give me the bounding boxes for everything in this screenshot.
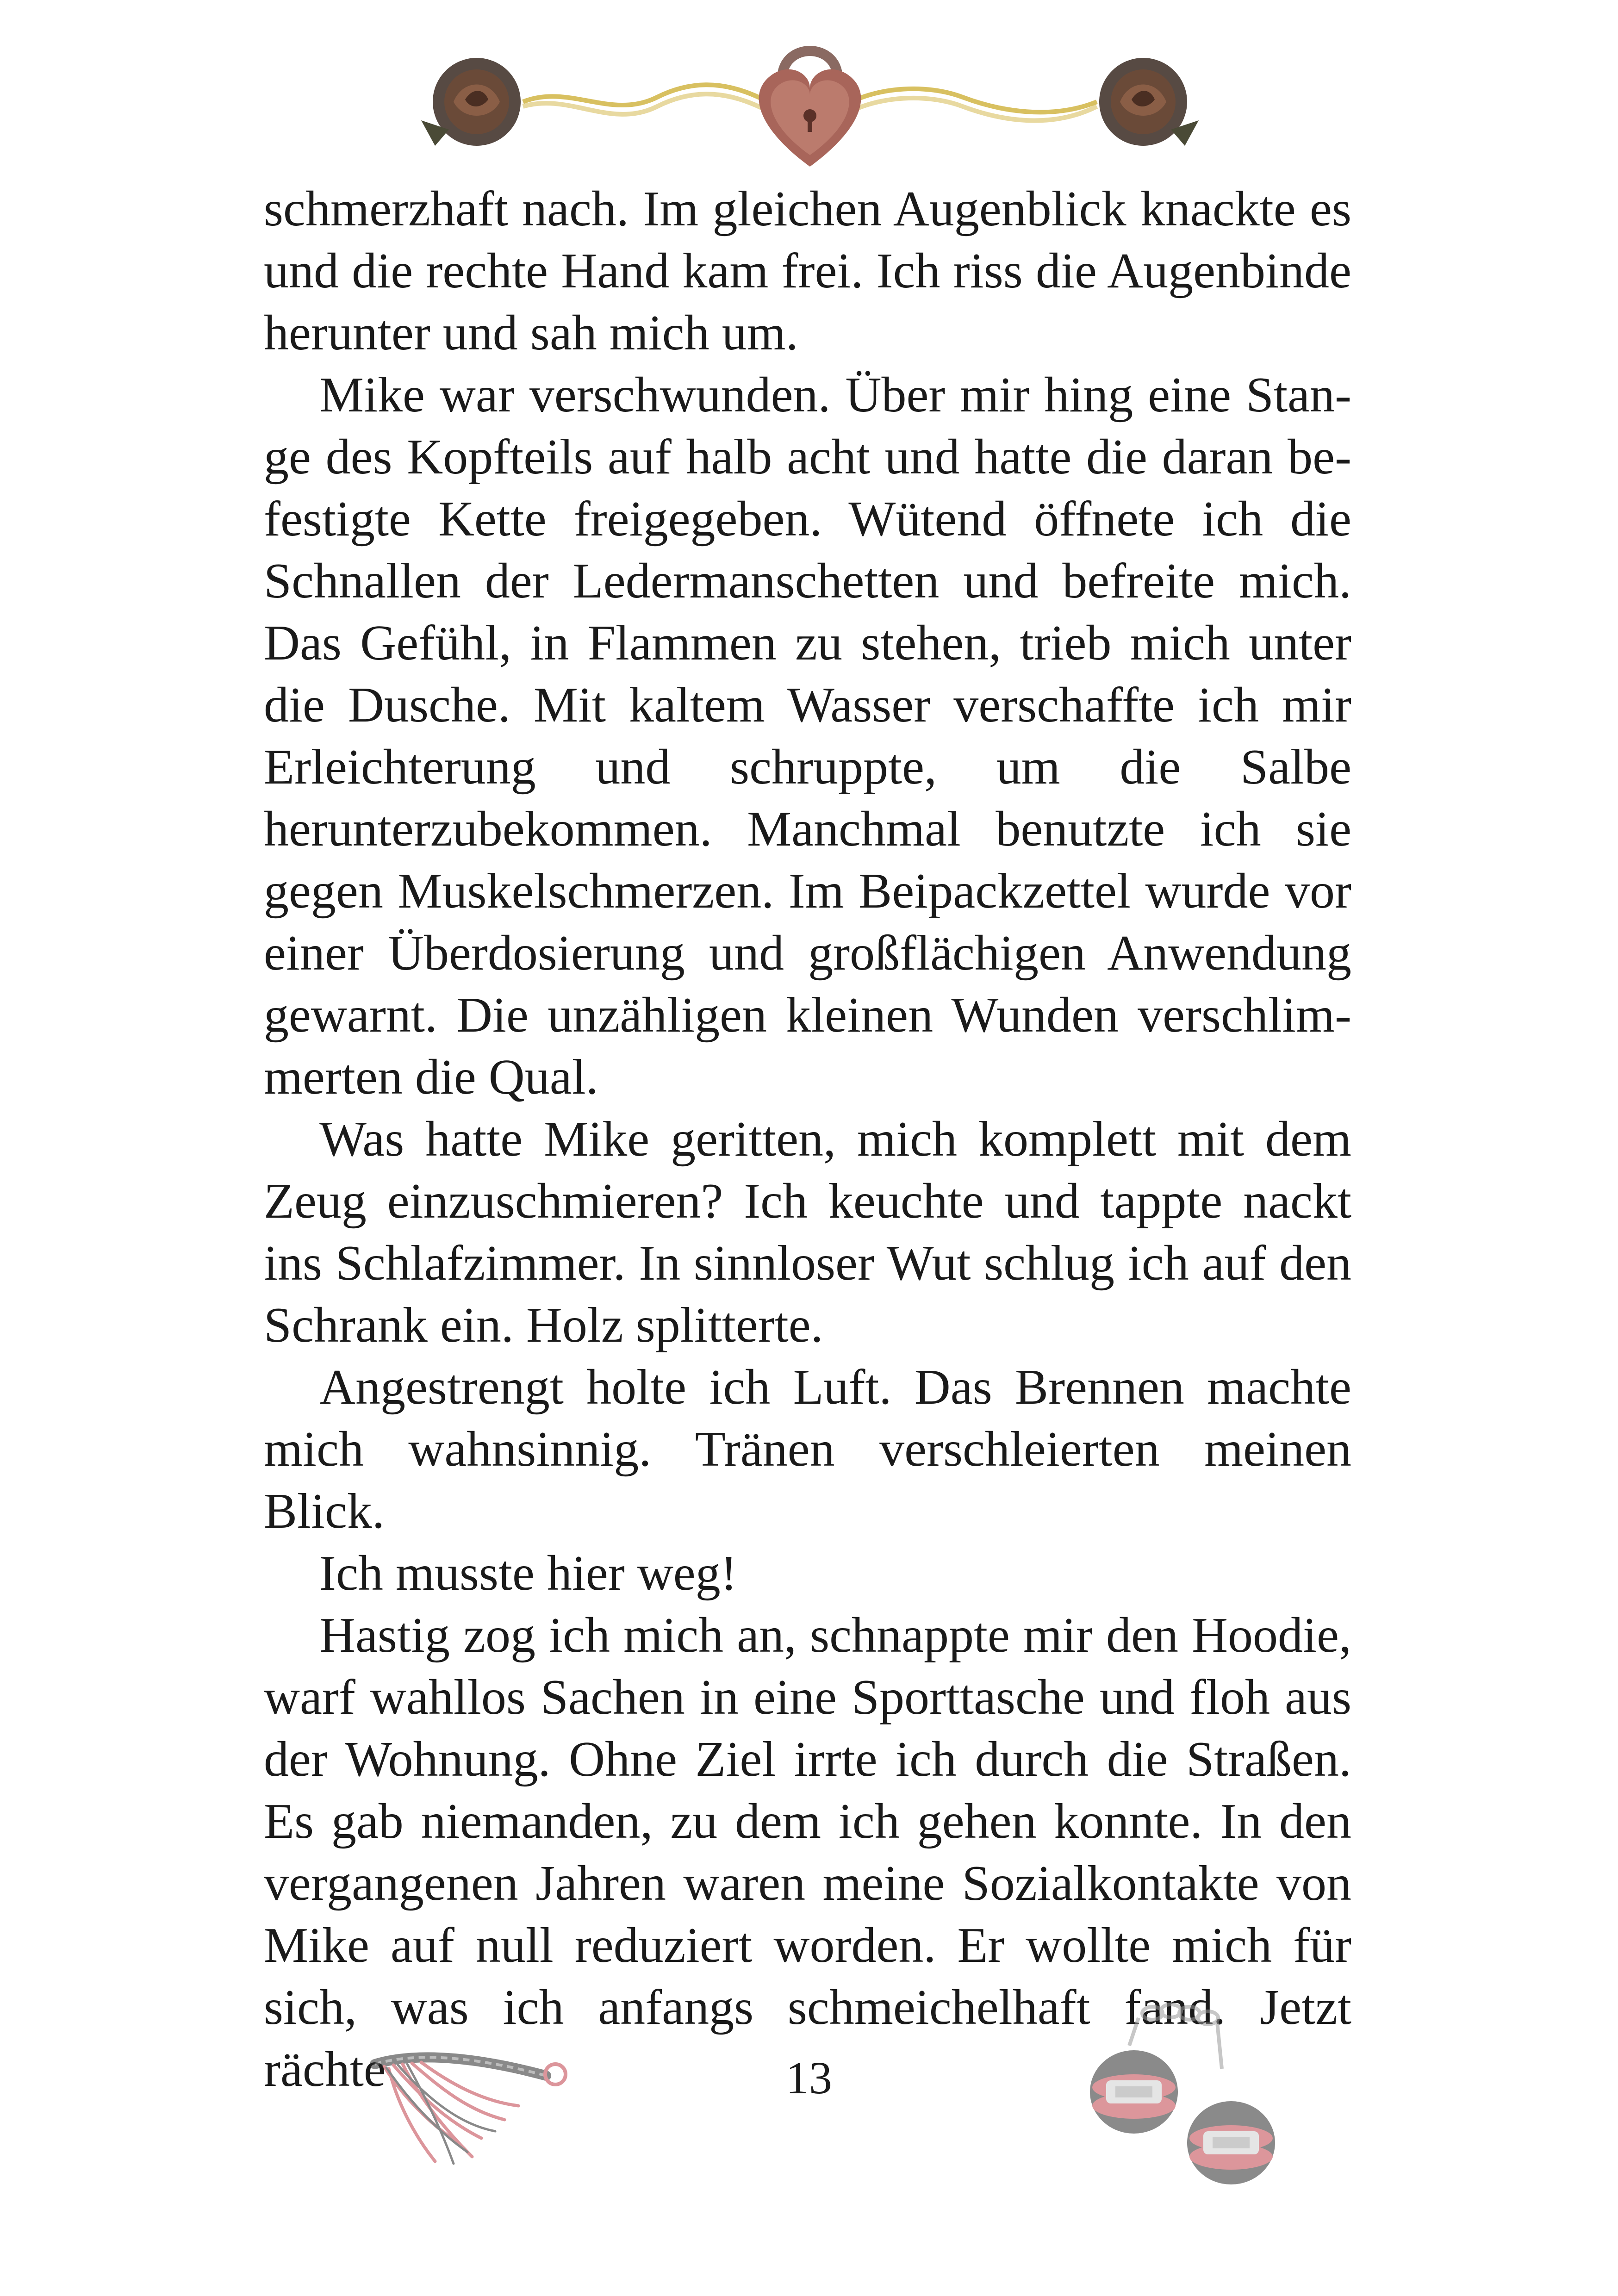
paragraph: Hastig zog ich mich an, schnappte mir den Hoodie, warf wahllos Sachen in eine Sporttasche und floh aus der Wohnung. Ohne Ziel irrte ich durch die Straßen. Es gab niemanden, zu dem ich gehen konnte. In den vergangenen Jahren waren meine Sozialkontakte von Mike auf null reduziert worden. Er wollte mich für sich, was ich anfangs schmeichelhaft fand. Jetzt rächte [264,1608,1351,2097]
paragraph: Angestrengt holte ich Luft. Das Brennen machte mich wahnsinnig. Tränen verschleierten meinen Blick. [264,1360,1351,1539]
rose-icon [421,58,521,146]
rose-icon [1099,58,1199,146]
paragraph: schmerzhaft nach. Im gleichen Augenblick knackte es und die rechte Hand kam frei. Ich riss die Augenbinde herunter und sah mich um. [264,181,1351,361]
paragraph: Ich musste hier weg! [319,1546,737,1601]
handcuffs-icon [1083,1985,1287,2198]
body-text [264,178,1351,2101]
paragraph: Mike war verschwunden. Über mir hing eine Stange des Kopfteils auf halb acht und hatte die daran befestigte Kette freigegeben. Wütend öffnete ich die Schnallen der Ledermanschetten und befreite mich. Das Gefühl, in Flammen zu stehen, trieb mich unter die Dusche. Mit kaltem Wasser verschaffte ich mir Erleichterung und schruppte, um die Salbe herunterzubekommen. Manchmal benutzte ich sie gegen Muskelschmerzen. Im Beipackzettel wurde vor einer Überdosierung und großflächigen Anwendung gewarnt. Die unzähligen kleinen Wunden verschlimmerten die Qual. [264,367,1351,1105]
header-ornament [417,32,1203,171]
paragraph: Was hatte Mike geritten, mich komplett mit dem Zeug einzuschmieren? Ich keuchte und tappte nackt ins Schlafzimmer. In sinnloser Wut schlug ich auf den Schrank ein. Holz splitterte. [264,1112,1351,1353]
heart-padlock-icon [759,51,861,167]
page-number: 13 [786,2052,832,2103]
